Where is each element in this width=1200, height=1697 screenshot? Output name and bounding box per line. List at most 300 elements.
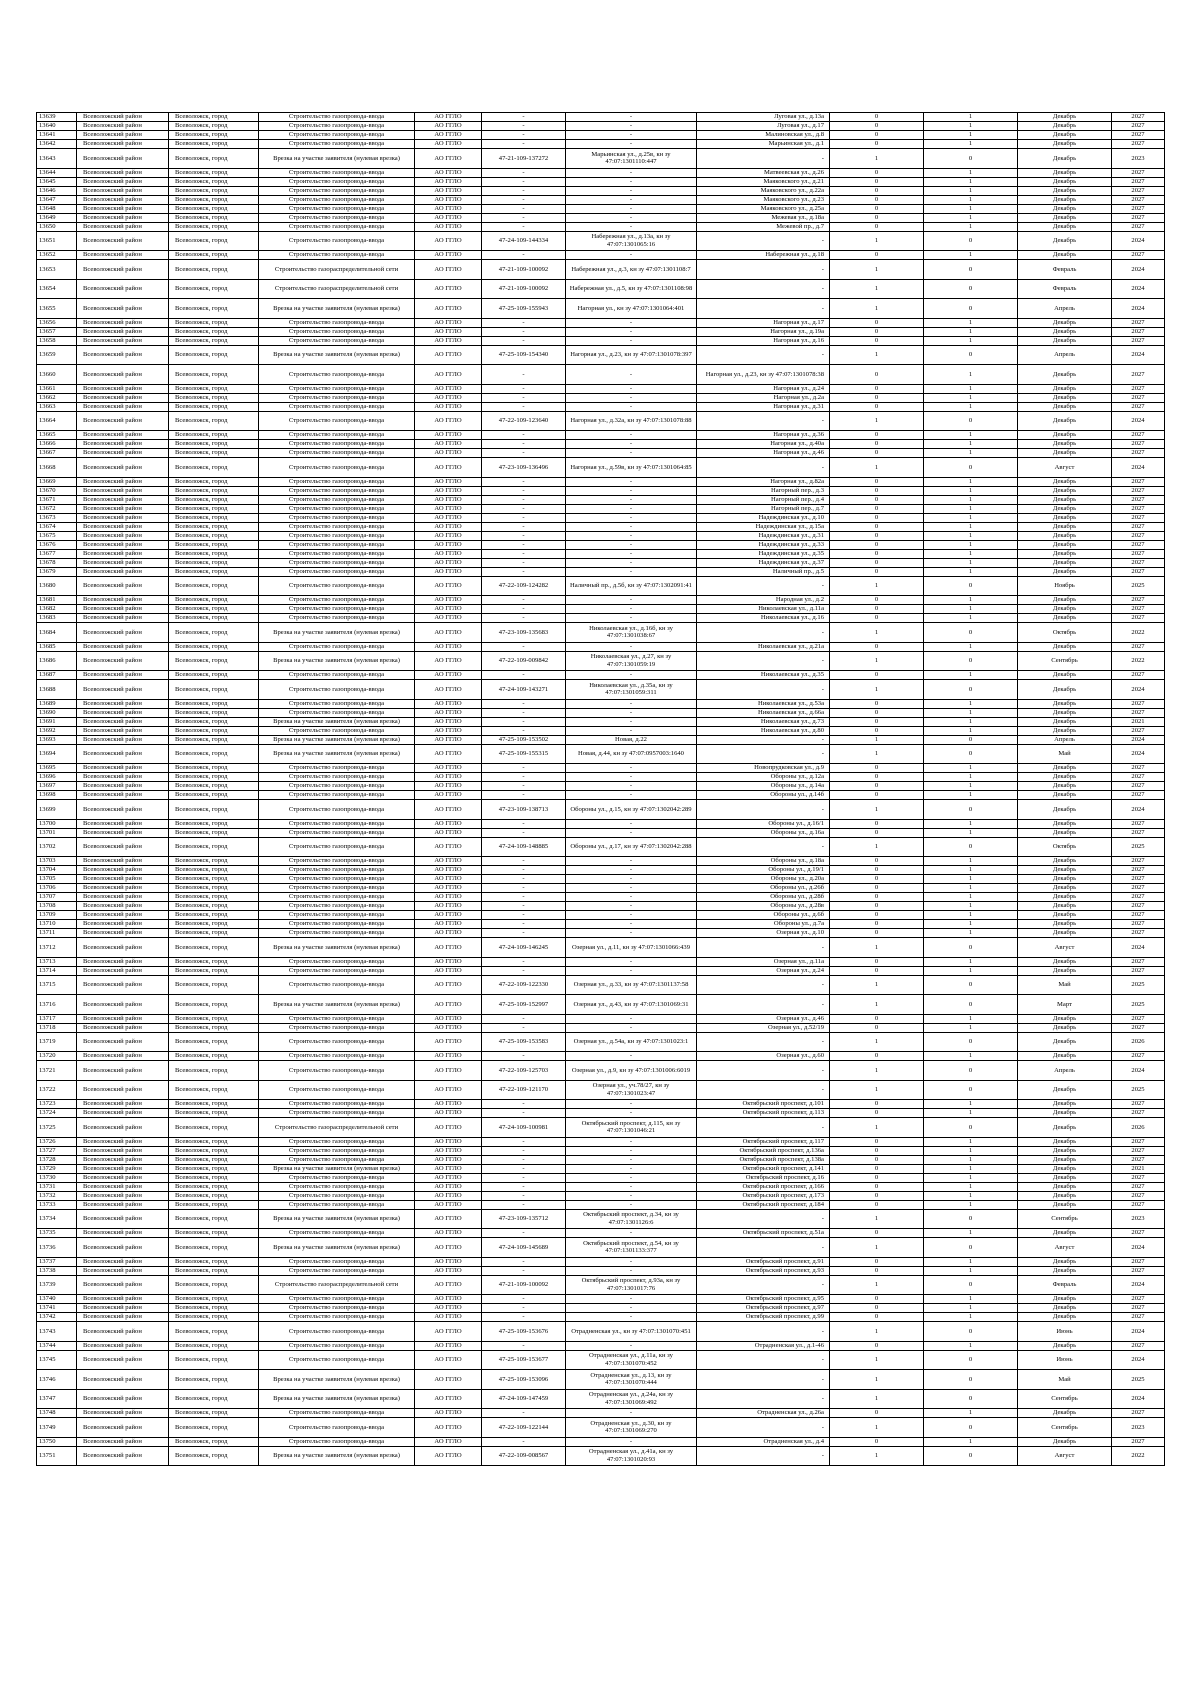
work-type-cell: Строительство газопровода-ввода <box>259 365 415 385</box>
count-a-cell: 0 <box>830 558 924 567</box>
row-number: 13750 <box>37 1437 77 1446</box>
address-cell: Нагорная ул., д.82а <box>697 477 830 486</box>
address-cell: - <box>697 279 830 299</box>
operator-cell: АО ГГЛО <box>415 1370 482 1390</box>
row-number: 13726 <box>37 1137 77 1146</box>
tu-number-cell: 47-25-109-154340 <box>482 345 566 365</box>
cadastral-address-cell: Набережная ул., д.5, кн зу 47:07:1301108:98 <box>566 279 697 299</box>
year-cell: 2027 <box>1112 318 1165 327</box>
cadastral-address-cell: - <box>566 540 697 549</box>
work-type-cell: Врезка на участке заявителя (нулевая врезка) <box>259 1370 415 1390</box>
address-cell: Октябрьский проспект, д.93 <box>697 1266 830 1275</box>
district-cell: Всеволожский район <box>77 699 169 708</box>
year-cell: 2027 <box>1112 440 1165 449</box>
settlement-cell: Всеволожск, город <box>169 567 259 576</box>
settlement-cell: Всеволожск, город <box>169 1238 259 1258</box>
tu-number-cell: - <box>482 1229 566 1238</box>
count-b-cell: 1 <box>924 1229 1018 1238</box>
operator-cell: АО ГГЛО <box>415 1173 482 1182</box>
table-row <box>37 122 1165 131</box>
tu-number-cell: - <box>482 540 566 549</box>
work-type-cell: Строительство газопровода-ввода <box>259 458 415 478</box>
cadastral-address-cell: Николаевская ул., д.27, кн зу 47:07:1301059:19 <box>566 651 697 671</box>
address-cell: Озерная ул., д.46 <box>697 1014 830 1023</box>
year-cell: 2027 <box>1112 791 1165 800</box>
work-type-cell: Строительство газопровода-ввода <box>259 642 415 651</box>
work-type-cell: Врезка на участке заявителя (нулевая врезка) <box>259 995 415 1015</box>
count-b-cell: 1 <box>924 1257 1018 1266</box>
year-cell: 2027 <box>1112 911 1165 920</box>
settlement-cell: Всеволожск, город <box>169 1182 259 1191</box>
work-type-cell: Строительство газопровода-ввода <box>259 800 415 820</box>
row-number: 13693 <box>37 735 77 744</box>
district-cell: Всеволожский район <box>77 213 169 222</box>
operator-cell: АО ГГЛО <box>415 299 482 319</box>
year-cell: 2024 <box>1112 1350 1165 1370</box>
tu-number-cell: 47-21-109-137272 <box>482 149 566 169</box>
district-cell: Всеволожский район <box>77 966 169 975</box>
count-b-cell: 0 <box>924 149 1018 169</box>
district-cell: Всеволожский район <box>77 186 169 195</box>
tu-number-cell: - <box>482 1100 566 1109</box>
work-type-cell: Строительство газопровода-ввода <box>259 558 415 567</box>
district-cell: Всеволожский район <box>77 938 169 958</box>
tu-number-cell: 47-23-109-138713 <box>482 800 566 820</box>
address-cell: - <box>697 1370 830 1390</box>
cadastral-address-cell: - <box>566 1304 697 1313</box>
operator-cell: АО ГГЛО <box>415 1275 482 1295</box>
table-row <box>37 614 1165 623</box>
row-number: 13713 <box>37 957 77 966</box>
month-cell: Декабрь <box>1018 1182 1112 1191</box>
cadastral-address-cell: - <box>566 204 697 213</box>
count-a-cell: 0 <box>830 1257 924 1266</box>
month-cell: Декабрь <box>1018 231 1112 251</box>
table-row <box>37 576 1165 596</box>
cadastral-address-cell: - <box>566 1295 697 1304</box>
cadastral-address-cell: - <box>566 875 697 884</box>
district-cell: Всеволожский район <box>77 393 169 402</box>
month-cell: Декабрь <box>1018 440 1112 449</box>
count-b-cell: 1 <box>924 1014 1018 1023</box>
work-type-cell: Строительство газопровода-ввода <box>259 168 415 177</box>
row-number: 13641 <box>37 131 77 140</box>
row-number: 13695 <box>37 764 77 773</box>
row-number: 13718 <box>37 1023 77 1032</box>
operator-cell: АО ГГЛО <box>415 1155 482 1164</box>
count-a-cell: 0 <box>830 1155 924 1164</box>
address-cell: Нагорная ул., д.17 <box>697 318 830 327</box>
work-type-cell: Строительство газопровода-ввода <box>259 875 415 884</box>
district-cell: Всеволожский район <box>77 558 169 567</box>
settlement-cell: Всеволожск, город <box>169 186 259 195</box>
district-cell: Всеволожский район <box>77 837 169 857</box>
count-b-cell: 1 <box>924 866 1018 875</box>
cadastral-address-cell: - <box>566 920 697 929</box>
count-a-cell: 0 <box>830 513 924 522</box>
year-cell: 2027 <box>1112 773 1165 782</box>
count-b-cell: 1 <box>924 504 1018 513</box>
district-cell: Всеволожский район <box>77 1313 169 1322</box>
district-cell: Всеволожский район <box>77 531 169 540</box>
district-cell: Всеволожский район <box>77 251 169 260</box>
row-number: 13672 <box>37 504 77 513</box>
row-number: 13677 <box>37 549 77 558</box>
year-cell: 2027 <box>1112 957 1165 966</box>
row-number: 13676 <box>37 540 77 549</box>
operator-cell: АО ГГЛО <box>415 929 482 938</box>
settlement-cell: Всеволожск, город <box>169 411 259 431</box>
tu-number-cell: - <box>482 1182 566 1191</box>
count-a-cell: 0 <box>830 857 924 866</box>
settlement-cell: Всеволожск, город <box>169 449 259 458</box>
tu-number-cell: 47-25-109-155315 <box>482 744 566 764</box>
district-cell: Всеволожский район <box>77 1418 169 1438</box>
month-cell: Декабрь <box>1018 177 1112 186</box>
count-a-cell: 0 <box>830 504 924 513</box>
count-b-cell: 1 <box>924 708 1018 717</box>
work-type-cell: Строительство газопровода-ввода <box>259 384 415 393</box>
cadastral-address-cell: - <box>566 1100 697 1109</box>
district-cell: Всеволожский район <box>77 875 169 884</box>
address-cell: Обороны ул., д.7а <box>697 920 830 929</box>
address-cell: Октябрьский проспект, д.138а <box>697 1155 830 1164</box>
settlement-cell: Всеволожск, город <box>169 1266 259 1275</box>
month-cell: Декабрь <box>1018 791 1112 800</box>
cadastral-address-cell: - <box>566 614 697 623</box>
cadastral-address-cell: - <box>566 522 697 531</box>
settlement-cell: Всеволожск, город <box>169 837 259 857</box>
year-cell: 2027 <box>1112 708 1165 717</box>
district-cell: Всеволожский район <box>77 1370 169 1390</box>
work-type-cell: Строительство газопровода-ввода <box>259 1109 415 1118</box>
year-cell: 2027 <box>1112 1109 1165 1118</box>
row-number: 13652 <box>37 251 77 260</box>
district-cell: Всеволожский район <box>77 1118 169 1138</box>
month-cell: Декабрь <box>1018 773 1112 782</box>
settlement-cell: Всеволожск, город <box>169 1118 259 1138</box>
year-cell: 2024 <box>1112 299 1165 319</box>
cadastral-address-cell: - <box>566 495 697 504</box>
district-cell: Всеволожский район <box>77 651 169 671</box>
work-type-cell: Строительство газопровода-ввода <box>259 113 415 122</box>
district-cell: Всеволожский район <box>77 1437 169 1446</box>
settlement-cell: Всеволожск, город <box>169 576 259 596</box>
operator-cell: АО ГГЛО <box>415 1446 482 1466</box>
count-a-cell: 0 <box>830 1304 924 1313</box>
count-b-cell: 1 <box>924 222 1018 231</box>
table-row <box>37 513 1165 522</box>
count-a-cell: 0 <box>830 1313 924 1322</box>
table-row <box>37 1350 1165 1370</box>
cadastral-address-cell: Нагорная ул., кн зу 47:07:1301064:401 <box>566 299 697 319</box>
tu-number-cell: 47-22-109-125703 <box>482 1061 566 1081</box>
year-cell: 2027 <box>1112 699 1165 708</box>
operator-cell: АО ГГЛО <box>415 1322 482 1342</box>
work-type-cell: Строительство газораспределительной сети <box>259 279 415 299</box>
work-type-cell: Строительство газопровода-ввода <box>259 186 415 195</box>
operator-cell: АО ГГЛО <box>415 975 482 995</box>
row-number: 13646 <box>37 186 77 195</box>
year-cell: 2027 <box>1112 929 1165 938</box>
district-cell: Всеволожский район <box>77 458 169 478</box>
month-cell: Декабрь <box>1018 122 1112 131</box>
month-cell: Декабрь <box>1018 336 1112 345</box>
tu-number-cell: - <box>482 336 566 345</box>
table-row <box>37 531 1165 540</box>
month-cell: Август <box>1018 1446 1112 1466</box>
cadastral-address-cell: Набережная ул., д.3, кн зу 47:07:1301108:7 <box>566 260 697 280</box>
cadastral-address-cell: - <box>566 131 697 140</box>
month-cell: Декабрь <box>1018 1100 1112 1109</box>
row-number: 13738 <box>37 1266 77 1275</box>
work-type-cell: Врезка на участке заявителя (нулевая врезка) <box>259 717 415 726</box>
count-b-cell: 1 <box>924 614 1018 623</box>
tu-number-cell: 47-24-109-100981 <box>482 1118 566 1138</box>
cadastral-address-cell: - <box>566 140 697 149</box>
operator-cell: АО ГГЛО <box>415 1200 482 1209</box>
address-cell: Нагорная ул., д.19а <box>697 327 830 336</box>
year-cell: 2025 <box>1112 1370 1165 1390</box>
operator-cell: АО ГГЛО <box>415 1146 482 1155</box>
month-cell: Декабрь <box>1018 393 1112 402</box>
count-b-cell: 1 <box>924 449 1018 458</box>
month-cell: Декабрь <box>1018 1295 1112 1304</box>
month-cell: Декабрь <box>1018 195 1112 204</box>
operator-cell: АО ГГЛО <box>415 1389 482 1409</box>
month-cell: Декабрь <box>1018 1304 1112 1313</box>
count-b-cell: 1 <box>924 186 1018 195</box>
district-cell: Всеволожский район <box>77 623 169 643</box>
tu-number-cell: - <box>482 875 566 884</box>
operator-cell: АО ГГЛО <box>415 213 482 222</box>
work-type-cell: Строительство газопровода-ввода <box>259 411 415 431</box>
work-type-cell: Строительство газопровода-ввода <box>259 1313 415 1322</box>
year-cell: 2023 <box>1112 1418 1165 1438</box>
tu-number-cell: - <box>482 866 566 875</box>
year-cell: 2027 <box>1112 522 1165 531</box>
operator-cell: АО ГГЛО <box>415 800 482 820</box>
year-cell: 2027 <box>1112 558 1165 567</box>
count-b-cell: 1 <box>924 540 1018 549</box>
table-row <box>37 1409 1165 1418</box>
work-type-cell: Врезка на участке заявителя (нулевая врезка) <box>259 938 415 958</box>
count-b-cell: 1 <box>924 764 1018 773</box>
operator-cell: АО ГГЛО <box>415 177 482 186</box>
address-cell: Набережная ул., д.18 <box>697 251 830 260</box>
work-type-cell: Строительство газопровода-ввода <box>259 549 415 558</box>
year-cell: 2027 <box>1112 1229 1165 1238</box>
month-cell: Декабрь <box>1018 222 1112 231</box>
count-b-cell: 1 <box>924 1146 1018 1155</box>
settlement-cell: Всеволожск, город <box>169 384 259 393</box>
work-type-cell: Строительство газопровода-ввода <box>259 1191 415 1200</box>
row-number: 13670 <box>37 486 77 495</box>
month-cell: Декабрь <box>1018 495 1112 504</box>
district-cell: Всеволожский район <box>77 596 169 605</box>
count-a-cell: 0 <box>830 1295 924 1304</box>
count-b-cell: 0 <box>924 1080 1018 1100</box>
table-row <box>37 393 1165 402</box>
district-cell: Всеволожский район <box>77 449 169 458</box>
district-cell: Всеволожский район <box>77 819 169 828</box>
district-cell: Всеволожский район <box>77 920 169 929</box>
month-cell: Декабрь <box>1018 1023 1112 1032</box>
table-row <box>37 680 1165 700</box>
table-row <box>37 995 1165 1015</box>
table-row <box>37 828 1165 837</box>
work-type-cell: Строительство газопровода-ввода <box>259 567 415 576</box>
cadastral-address-cell: Озерная ул., д.43, кн зу 47:07:1301069:31 <box>566 995 697 1015</box>
count-a-cell: 0 <box>830 186 924 195</box>
address-cell: Новопрудковская ул., д.9 <box>697 764 830 773</box>
address-cell: Озерная ул., д.52/19 <box>697 1023 830 1032</box>
district-cell: Всеволожский район <box>77 773 169 782</box>
operator-cell: АО ГГЛО <box>415 458 482 478</box>
year-cell: 2024 <box>1112 279 1165 299</box>
count-b-cell: 0 <box>924 279 1018 299</box>
table-row <box>37 336 1165 345</box>
address-cell: Николаевская ул., д.16 <box>697 614 830 623</box>
row-number: 13671 <box>37 495 77 504</box>
count-b-cell: 1 <box>924 567 1018 576</box>
tu-number-cell: - <box>482 1191 566 1200</box>
tu-number-cell: - <box>482 1341 566 1350</box>
count-b-cell: 1 <box>924 131 1018 140</box>
cadastral-address-cell: - <box>566 1137 697 1146</box>
settlement-cell: Всеволожск, город <box>169 440 259 449</box>
row-number: 13699 <box>37 800 77 820</box>
count-b-cell: 1 <box>924 893 1018 902</box>
work-type-cell: Строительство газопровода-ввода <box>259 431 415 440</box>
work-type-cell: Строительство газопровода-ввода <box>259 1014 415 1023</box>
month-cell: Декабрь <box>1018 857 1112 866</box>
work-type-cell: Строительство газопровода-ввода <box>259 605 415 614</box>
table-row <box>37 1370 1165 1390</box>
month-cell: Декабрь <box>1018 717 1112 726</box>
settlement-cell: Всеволожск, город <box>169 1341 259 1350</box>
row-number: 13742 <box>37 1313 77 1322</box>
operator-cell: АО ГГЛО <box>415 642 482 651</box>
operator-cell: АО ГГЛО <box>415 1209 482 1229</box>
settlement-cell: Всеволожск, город <box>169 699 259 708</box>
year-cell: 2027 <box>1112 966 1165 975</box>
row-number: 13715 <box>37 975 77 995</box>
cadastral-address-cell: - <box>566 1313 697 1322</box>
work-type-cell: Строительство газопровода-ввода <box>259 866 415 875</box>
count-a-cell: 1 <box>830 1418 924 1438</box>
count-b-cell: 0 <box>924 1238 1018 1258</box>
table-row <box>37 782 1165 791</box>
row-number: 13710 <box>37 920 77 929</box>
tu-number-cell: 47-25-109-153677 <box>482 1350 566 1370</box>
row-number: 13650 <box>37 222 77 231</box>
work-type-cell: Строительство газопровода-ввода <box>259 213 415 222</box>
settlement-cell: Всеволожск, город <box>169 735 259 744</box>
district-cell: Всеволожский район <box>77 1182 169 1191</box>
count-a-cell: 0 <box>830 902 924 911</box>
month-cell: Декабрь <box>1018 957 1112 966</box>
address-cell: - <box>697 411 830 431</box>
count-b-cell: 1 <box>924 726 1018 735</box>
count-a-cell: 0 <box>830 717 924 726</box>
work-type-cell: Строительство газопровода-ввода <box>259 318 415 327</box>
count-b-cell: 0 <box>924 458 1018 478</box>
cadastral-address-cell: - <box>566 122 697 131</box>
address-cell: Нагорная ул., д.2а <box>697 393 830 402</box>
district-cell: Всеволожский район <box>77 1164 169 1173</box>
table-row <box>37 875 1165 884</box>
count-a-cell: 0 <box>830 1191 924 1200</box>
operator-cell: АО ГГЛО <box>415 1266 482 1275</box>
year-cell: 2024 <box>1112 1275 1165 1295</box>
district-cell: Всеволожский район <box>77 113 169 122</box>
tu-number-cell: - <box>482 495 566 504</box>
row-number: 13724 <box>37 1109 77 1118</box>
settlement-cell: Всеволожск, город <box>169 929 259 938</box>
count-b-cell: 1 <box>924 251 1018 260</box>
tu-number-cell: - <box>482 708 566 717</box>
row-number: 13727 <box>37 1146 77 1155</box>
operator-cell: АО ГГЛО <box>415 495 482 504</box>
row-number: 13725 <box>37 1118 77 1138</box>
tu-number-cell: 47-25-109-155943 <box>482 299 566 319</box>
address-cell: Николаевская ул., д.53а <box>697 699 830 708</box>
month-cell: Декабрь <box>1018 671 1112 680</box>
district-cell: Всеволожский район <box>77 411 169 431</box>
row-number: 13655 <box>37 299 77 319</box>
count-b-cell: 1 <box>924 1109 1018 1118</box>
operator-cell: АО ГГЛО <box>415 513 482 522</box>
tu-number-cell: - <box>482 857 566 866</box>
work-type-cell: Строительство газопровода-ввода <box>259 1304 415 1313</box>
operator-cell: АО ГГЛО <box>415 431 482 440</box>
year-cell: 2027 <box>1112 567 1165 576</box>
district-cell: Всеволожский район <box>77 365 169 385</box>
cadastral-address-cell: Обороны ул., д.17, кн зу 47:07:1302042:288 <box>566 837 697 857</box>
work-type-cell: Строительство газопровода-ввода <box>259 957 415 966</box>
operator-cell: АО ГГЛО <box>415 558 482 567</box>
row-number: 13666 <box>37 440 77 449</box>
cadastral-address-cell: Октябрьский проспект, д.54, кн зу 47:07:1301133:377 <box>566 1238 697 1258</box>
month-cell: Декабрь <box>1018 327 1112 336</box>
cadastral-address-cell: - <box>566 113 697 122</box>
settlement-cell: Всеволожск, город <box>169 911 259 920</box>
operator-cell: АО ГГЛО <box>415 522 482 531</box>
count-a-cell: 1 <box>830 1118 924 1138</box>
cadastral-address-cell: - <box>566 431 697 440</box>
row-number: 13691 <box>37 717 77 726</box>
year-cell: 2027 <box>1112 1155 1165 1164</box>
district-cell: Всеволожский район <box>77 1295 169 1304</box>
month-cell: Декабрь <box>1018 819 1112 828</box>
year-cell: 2026 <box>1112 1118 1165 1138</box>
address-cell: - <box>697 345 830 365</box>
count-a-cell: 1 <box>830 260 924 280</box>
operator-cell: АО ГГЛО <box>415 828 482 837</box>
count-a-cell: 0 <box>830 1052 924 1061</box>
district-cell: Всеволожский район <box>77 866 169 875</box>
row-number: 13751 <box>37 1446 77 1466</box>
count-b-cell: 1 <box>924 477 1018 486</box>
address-cell: Малиновская ул., д.8 <box>697 131 830 140</box>
row-number: 13674 <box>37 522 77 531</box>
operator-cell: АО ГГЛО <box>415 782 482 791</box>
address-cell: Октябрьский проспект, д.99 <box>697 1313 830 1322</box>
tu-number-cell: - <box>482 671 566 680</box>
work-type-cell: Строительство газопровода-ввода <box>259 1173 415 1182</box>
row-number: 13717 <box>37 1014 77 1023</box>
